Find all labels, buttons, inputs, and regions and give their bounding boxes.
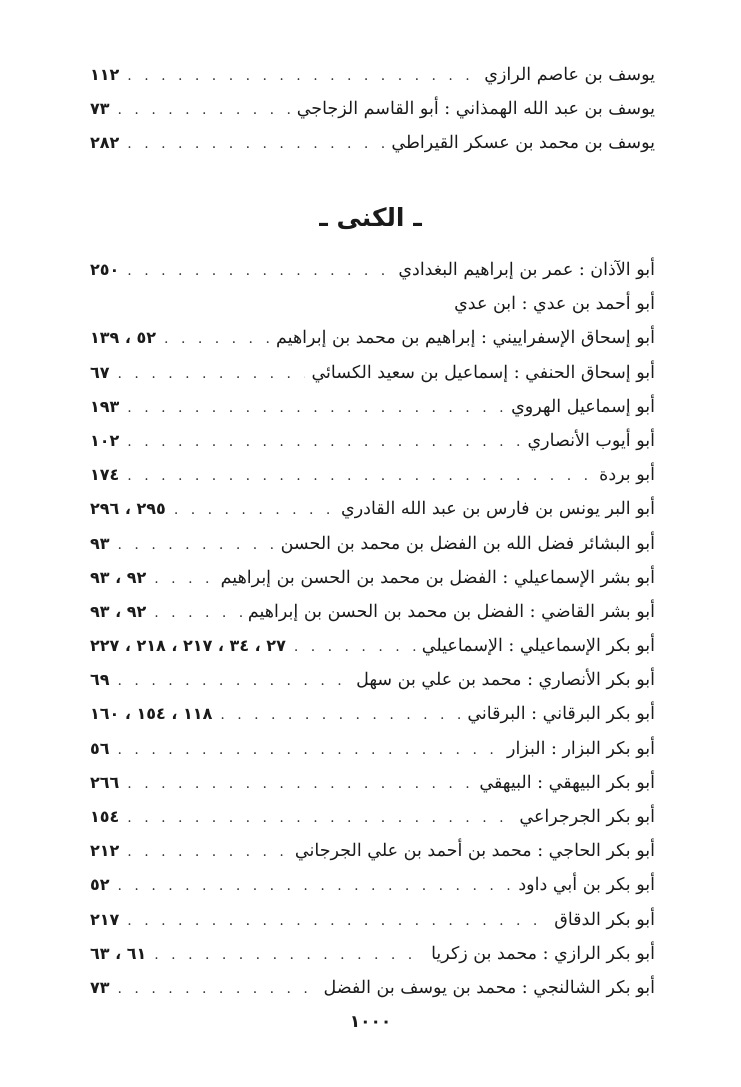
index-entry xyxy=(90,492,655,526)
entry-pages: ١١٨ ، ١٥٤ ، ١٦٠ xyxy=(90,704,213,724)
entry-pages: ٥٢ xyxy=(90,875,110,895)
entry-name: أبو إسحاق الحنفي : إسماعيل بن سعيد الكسائي xyxy=(311,362,655,383)
leader-dots xyxy=(118,664,351,698)
entry-name: أبو بكر الشالنجي : محمد بن يوسف بن الفضل xyxy=(323,977,655,998)
entry-pages: ٧٣ xyxy=(90,99,110,119)
entry-pages: ٥٢ ، ١٣٩ xyxy=(90,328,157,348)
entry-name: أبو بكر البيهقي : البيهقي xyxy=(479,772,655,793)
index-entry xyxy=(90,321,655,355)
index-list-kuna xyxy=(90,253,655,1005)
entry-name: أبو بكر الرازي : محمد بن زكريا xyxy=(431,943,655,964)
entry-pages: ٢٨٢ xyxy=(90,133,120,153)
index-entry xyxy=(90,424,655,458)
entry-name: أبو البر يونس بن فارس بن عبد الله القادري xyxy=(341,499,655,520)
page-number: ١٠٠٠ xyxy=(349,1012,392,1032)
entry-pages: ٦٧ xyxy=(90,362,110,382)
entry-pages: ٩٢ ، ٩٣ xyxy=(90,567,147,587)
entry-pages: ٢١٧ xyxy=(90,909,120,929)
leader-dots xyxy=(154,562,214,596)
entry-pages: ٢٥٠ xyxy=(90,260,120,279)
index-entry xyxy=(90,92,655,126)
leader-dots xyxy=(118,528,275,562)
entry-pages: ٦١ ، ٦٣ xyxy=(90,943,147,963)
entry-name: أبو بكر البزار : البزار xyxy=(507,738,655,759)
entry-pages: ١٠٢ xyxy=(90,430,120,450)
entry-pages: ٥٦ xyxy=(90,738,110,758)
leader-dots xyxy=(127,835,289,869)
leader-dots xyxy=(154,938,425,972)
index-entry xyxy=(90,629,655,663)
entry-pages: ٦٩ xyxy=(90,670,110,690)
leader-dots xyxy=(127,59,478,93)
entry-pages: ١٧٤ xyxy=(90,465,120,485)
index-entry xyxy=(90,287,655,321)
index-entry xyxy=(90,458,655,492)
index-entry xyxy=(90,126,655,160)
index-entry xyxy=(90,390,655,424)
entry-pages: ٢٩٥ ، ٢٩٦ xyxy=(90,499,166,519)
index-entry xyxy=(90,868,655,902)
entry-pages: ١٩٣ xyxy=(90,396,120,416)
leader-dots xyxy=(127,904,548,938)
entry-name: أبو إسماعيل الهروي xyxy=(511,396,655,417)
leader-dots xyxy=(127,127,385,161)
leader-dots xyxy=(220,698,461,732)
entry-name: أبو بشر القاضي : الفضل بن محمد بن الحسن بن إبراهيم xyxy=(247,601,655,622)
leader-dots xyxy=(154,596,242,630)
index-entry xyxy=(90,253,655,287)
entry-name: أبو بكر الأنصاري : محمد بن علي بن سهل xyxy=(356,670,655,691)
index-entry xyxy=(90,561,655,595)
entry-name: يوسف بن عبد الله الهمذاني : أبو القاسم الزجاجي xyxy=(296,99,655,120)
leader-dots xyxy=(118,972,318,1006)
entry-name: أبو الآذان : عمر بن إبراهيم البغدادي xyxy=(398,260,655,280)
entry-name: أبو إسحاق الإسفراييني : إبراهيم بن محمد بن إبراهيم xyxy=(276,328,655,349)
leader-dots xyxy=(118,93,291,127)
entry-name: أبو بكر الإسماعيلي : الإسماعيلي xyxy=(421,636,655,657)
entry-pages: ٢٧ ، ٣٤ ، ٢١٧ ، ٢١٨ ، ٢٢٧ xyxy=(90,636,286,656)
entry-name: أبو بشر الإسماعيلي : الفضل بن محمد بن الحسن بن إبراهيم xyxy=(220,567,655,588)
entry-name: أبو بردة xyxy=(599,465,655,486)
index-entry xyxy=(90,971,655,1005)
index-entry xyxy=(90,766,655,800)
leader-dots xyxy=(127,767,473,801)
entry-name: أبو بكر بن أبي داود xyxy=(518,875,655,896)
index-entry xyxy=(90,663,655,697)
entry-name: أبو بكر الجرجراعي xyxy=(519,807,655,827)
index-entry xyxy=(90,595,655,629)
index-entry xyxy=(90,800,655,834)
leader-dots xyxy=(127,459,593,493)
entry-pages: ٩٣ xyxy=(90,533,110,553)
index-entry xyxy=(90,356,655,390)
leader-dots xyxy=(127,254,392,288)
entry-name: يوسف بن عاصم الرازي xyxy=(484,65,655,85)
entry-name: أبو البشائر فضل الله بن الفضل بن محمد بن الحسن xyxy=(280,533,655,554)
leader-dots xyxy=(174,493,335,527)
leader-dots xyxy=(294,630,416,664)
entry-name: أبو بكر الدقاق xyxy=(554,909,655,930)
index-entry xyxy=(90,527,655,561)
entry-pages: ١١٢ xyxy=(90,65,120,84)
section-heading: ـ الكنى ـ xyxy=(319,203,422,232)
index-entry xyxy=(90,903,655,937)
entry-name: يوسف بن محمد بن عسكر القيراطي xyxy=(391,133,655,154)
leader-dots xyxy=(164,322,270,356)
leader-dots xyxy=(118,733,501,767)
leader-dots xyxy=(118,869,513,903)
index-entry xyxy=(90,58,655,92)
leader-dots xyxy=(127,801,513,835)
leader-dots xyxy=(127,391,505,425)
entry-name: أبو بكر البرقاني : البرقاني xyxy=(467,704,655,725)
leader-dots xyxy=(127,425,521,459)
leader-dots xyxy=(118,357,306,391)
index-entry xyxy=(90,834,655,868)
index-entry xyxy=(90,937,655,971)
entry-pages: ٧٣ xyxy=(90,977,110,997)
entry-name: أبو أيوب الأنصاري xyxy=(527,430,655,451)
entry-name: أبو أحمد بن عدي : ابن عدي xyxy=(454,294,655,315)
entry-pages: ١٥٤ xyxy=(90,807,120,826)
index-entry xyxy=(90,697,655,731)
entry-name: أبو بكر الحاجي : محمد بن أحمد بن علي الجرجاني xyxy=(294,841,655,862)
index-list-top xyxy=(90,58,655,161)
entry-pages: ٩٢ ، ٩٣ xyxy=(90,601,147,621)
index-entry xyxy=(90,732,655,766)
entry-pages: ٢٦٦ xyxy=(90,772,120,792)
entry-pages: ٢١٢ xyxy=(90,841,120,861)
